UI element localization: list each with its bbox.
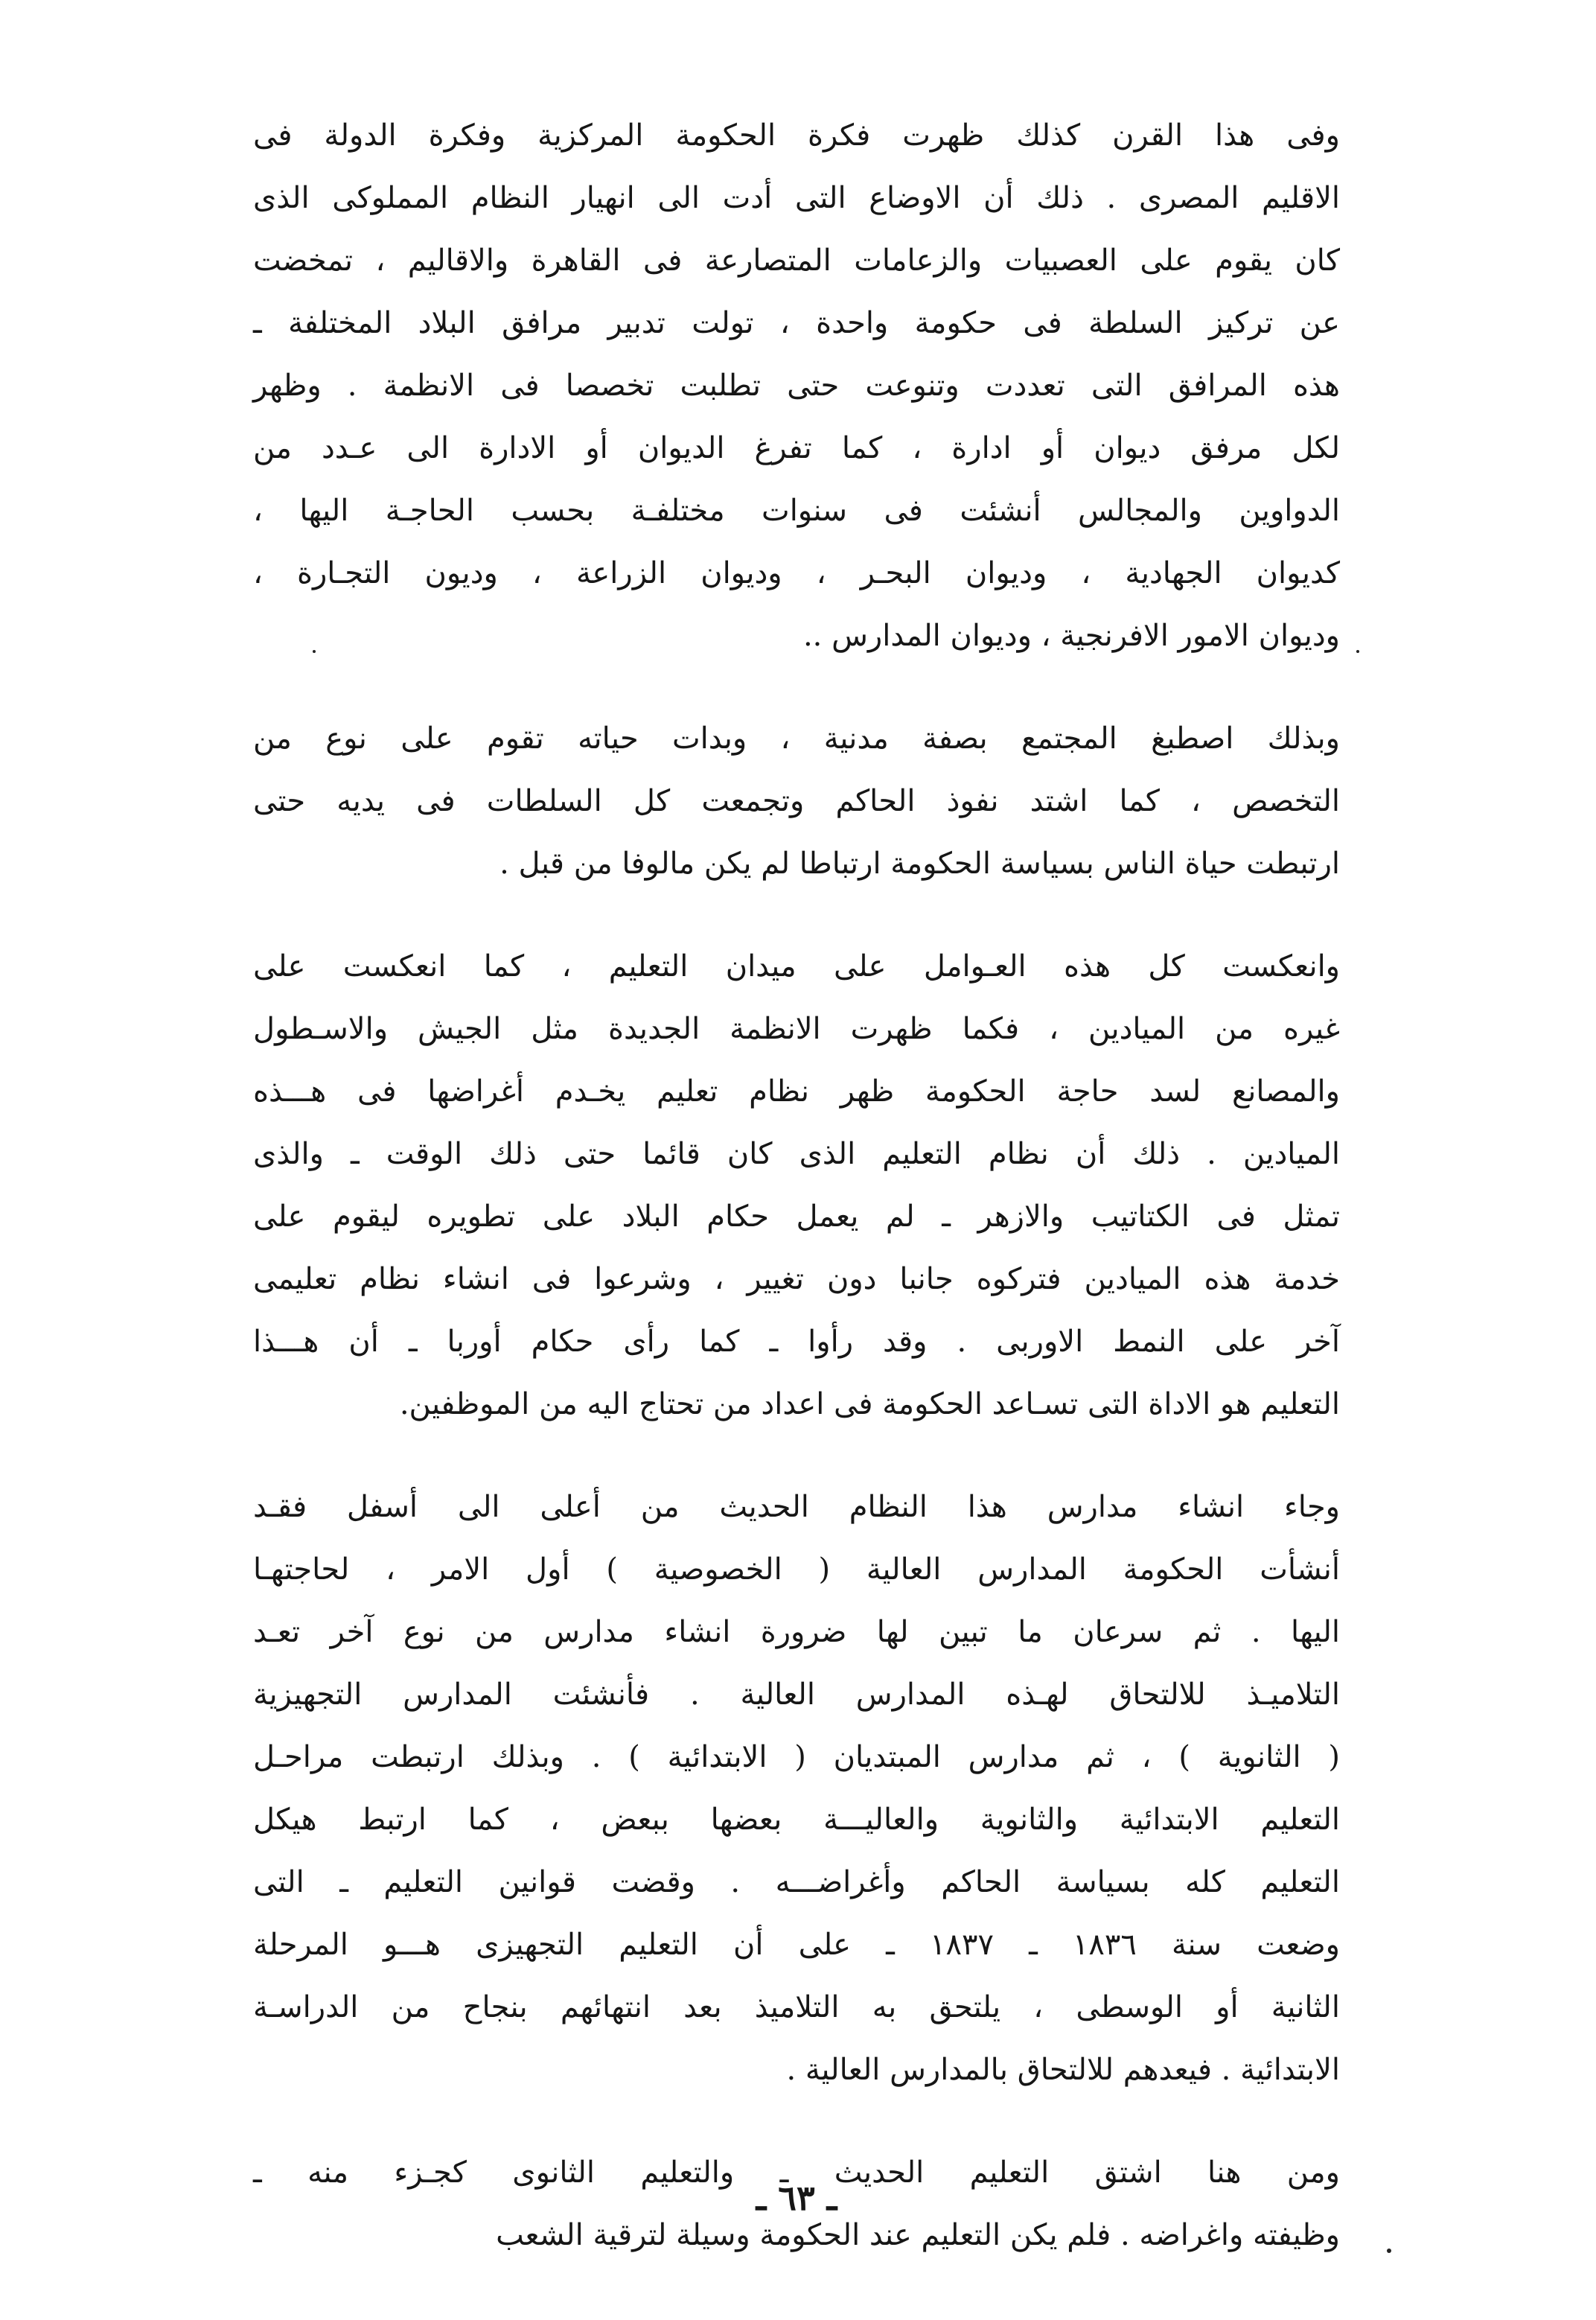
text-line: ( الثانوية ) ، ثم مدارس المبتديان ( الابتدائية ) . وبذلك ارتبطت مراحـل <box>253 1740 1341 1774</box>
page-number: ـ ٦٣ ـ <box>756 2178 837 2218</box>
text-line: وفى هذا القرن كذلك ظهرت فكرة الحكومة المركزية وفكرة الدولة فى <box>253 118 1340 153</box>
text-line: عن تركيز السلطة فى حكومة واحدة ، تولت تدبير مرافق البلاد المختلفة ـ <box>253 306 1340 340</box>
scan-speck <box>313 650 316 653</box>
text-line: التخصص ، كما اشتد نفوذ الحاكم وتجمعت كل السلطات فى يديه حتى <box>253 784 1340 818</box>
text-line: غيره من الميادين ، فكما ظهرت الانظمة الجديدة مثل الجيش والاسـطول <box>253 1012 1340 1046</box>
text-line: الميادين . ذلك أن نظام التعليم الذى كان قائما حتى ذلك الوقت ـ والذى <box>253 1137 1340 1171</box>
paragraph-3 <box>253 935 1340 1435</box>
text-line: وبذلك اصطبغ المجتمع بصفة مدنية ، وبدات حياته تقوم على نوع من <box>253 721 1340 756</box>
text-line: الاقليم المصرى . ذلك أن الاوضاع التى أدت الى انهيار النظام المملوكى الذى <box>253 181 1340 215</box>
text-line: تمثل فى الكتاتيب والازهر ـ لم يعمل حكام البلاد على تطويره ليقوم على <box>253 1199 1340 1234</box>
text-line: التلاميـذ للالتحاق لهـذه المدارس العالية . فأنشئت المدارس التجهيزية <box>253 1677 1340 1712</box>
text-line: اليها . ثم سرعان ما تبين لها ضرورة انشاء مدارس من نوع آخر تعـد <box>253 1615 1340 1649</box>
text-line: التعليم الابتدائية والثانوية والعاليـــة بعضها ببعض ، كما ارتبط هيكل <box>253 1803 1340 1837</box>
text-line: والمصانع لسد حاجة الحكومة ظهر نظام تعليم يخـدم أغراضها فى هـــذه <box>253 1074 1340 1109</box>
text-line: الدواوين والمجالس أنشئت فى سنوات مختلفـة بحسب الحاجـة اليها ، <box>253 494 1340 528</box>
text-line: أنشأت الحكومة المدارس العالية ( الخصوصية ) أول الامر ، لحاجتهـا <box>253 1552 1340 1587</box>
text-line: هذه المرافق التى تعددت وتنوعت حتى تطلبت تخصصا فى الانظمة . وظهر <box>253 369 1340 403</box>
text-line: كديوان الجهادية ، وديوان البحـر ، وديوان الزراعة ، وديون التجـارة ، <box>253 556 1340 590</box>
scan-speck <box>1356 650 1359 653</box>
text-line: الابتدائية . فيعدهم للالتحاق بالمدارس العالية . <box>786 2053 1340 2087</box>
text-line: التعليم هو الاداة التى تسـاعد الحكومة فى اعداد من تحتاج اليه من الموظفين. <box>399 1387 1340 1421</box>
text-line: الثانية أو الوسطى ، يلتحق به التلاميذ بعد انتهائهم بنجاح من الدراسـة <box>253 1990 1340 2024</box>
body-text <box>253 104 1340 2266</box>
text-line: التعليم كله بسياسة الحاكم وأغراضـــه . وقضت قوانين التعليم ـ التى <box>253 1865 1340 1899</box>
paragraph-1 <box>253 104 1340 667</box>
text-line: وديوان الامور الافرنجية ، وديوان المدارس .. <box>802 619 1340 653</box>
text-line: ومن هنا اشتق التعليم الحديث ـ والتعليم الثانوى كجـزء منه ـ <box>253 2155 1340 2190</box>
text-line: كان يقوم على العصبيات والزعامات المتصارعة فى القاهرة والاقاليم ، تمخضت <box>253 243 1340 278</box>
text-line: وجاء انشاء مدارس هذا النظام الحديث من أعلى الى أسفل فقـد <box>253 1490 1340 1524</box>
text-line: خدمة هذه الميادين فتركوه جانبا دون تغيير ، وشرعوا فى انشاء نظام تعليمى <box>253 1262 1340 1296</box>
paragraph-2 <box>253 707 1340 895</box>
paragraph-4 <box>253 1476 1340 2101</box>
text-line: وظيفته واغراضه . فلم يكن التعليم عند الحكومة وسيلة لترقية الشعب <box>496 2218 1340 2252</box>
text-line: لكل مرفق ديوان أو ادارة ، كما تفرغ الديوان أو الادارة الى عـدد من <box>253 431 1340 465</box>
text-line: ارتبطت حياة الناس بسياسة الحكومة ارتباطا لم يكن مالوفا من قبل . <box>499 847 1340 881</box>
text-line: وضعت سنة ١٨٣٦ ـ ١٨٣٧ ـ على أن التعليم التجهيزى هـــو المرحلة <box>253 1928 1340 1962</box>
text-line: وانعكست كل هذه العـوامل على ميدان التعليم ، كما انعكست على <box>253 949 1340 984</box>
scan-speck <box>1387 2249 1391 2253</box>
text-line: آخر على النمط الاوربى . وقد رأوا ـ كما رأى حكام أوربا ـ أن هـــذا <box>253 1325 1340 1359</box>
